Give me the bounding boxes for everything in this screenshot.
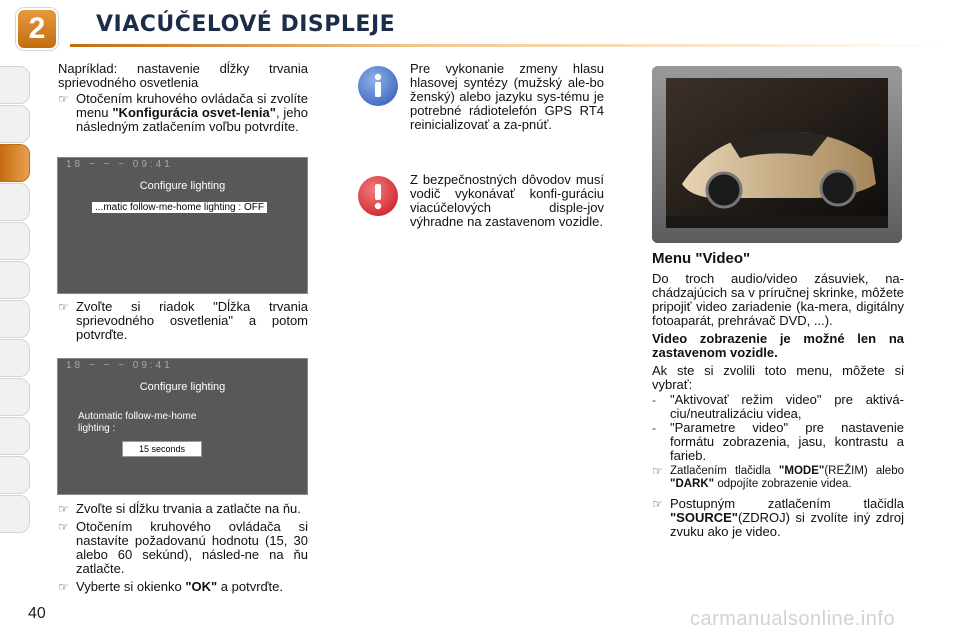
video-menu-text — [652, 272, 904, 539]
dash-marker: - — [652, 393, 656, 407]
screen-menu-title: Configure lighting — [139, 381, 226, 393]
dash-marker: - — [652, 421, 656, 435]
info-note: Pre vykonanie zmeny hlasu hlasovej syntézy (mužský ale-bo ženský) alebo jazyku sys-tému je potrebné rádiotelefón GPS RT4 reinicializovať a za-pnúť. — [410, 61, 604, 132]
pointing-hand-icon: ☞ — [58, 502, 69, 516]
pointing-hand-icon: ☞ — [58, 580, 69, 594]
pointing-hand-icon: ☞ — [652, 464, 663, 478]
info-icon — [358, 66, 398, 106]
watermark: carmanualsonline.info — [690, 608, 896, 630]
step-4: ☞ Otočením kruhového ovládača si nastavíte požadovanú hodnotu (15, 30 alebo 60 sekúnd), násled-ne na ňu zatlačte. — [58, 519, 308, 576]
pointing-hand-icon: ☞ — [652, 497, 663, 511]
source-bullet: ☞ Postupným zatlačením tlačidla "SOURCE"(ZDROJ) si zvolíte iný zdroj zvuku ako je video. — [652, 496, 904, 539]
video-menu-heading: Menu "Video" — [652, 250, 751, 267]
side-tab — [0, 417, 30, 455]
dash-item-video-parameters: - "Parametre video" pre nastavenie formátu zobrazenia, jasu, kontrastu a farieb. — [652, 420, 904, 463]
header-divider — [70, 44, 950, 47]
steps-3-5-text — [58, 502, 308, 594]
mode-dark-bullet: ☞ Zatlačením tlačidla "MODE"(REŽIM) alebo "DARK" odpojíte zobrazenie videa. — [652, 464, 904, 490]
side-tab — [0, 183, 30, 221]
warning-note: Z bezpečnostných dôvodov musí vodič vykonávať konfi-guráciu viacúčelových disple-jov výhradne na zastavenom vozidle. — [410, 172, 604, 229]
intro-paragraph: Napríklad: nastavenie dĺžky trvania sprievodného osvetlenia — [58, 61, 308, 90]
lighting-screen-2: 18 ~ ~ ~ 09:41 Configure lighting Automatic follow-me-home lighting : 15 seconds — [57, 358, 308, 495]
step-1: ☞ Otočením kruhového ovládača si zvolíte menu "Konfigurácia osvet-lenia", jeho následným zatlačením voľbu potvrdíte. — [58, 91, 308, 134]
side-tab — [0, 495, 30, 533]
page-number: 40 — [28, 605, 46, 622]
video-intro-paragraph: Do troch audio/video zásuviek, na-chádzajúcich sa v príručnej skrinke, môžete pripojiť video zariadenie (ka-mera, digitálny fotoaparát, prehrávač DVD, ...). — [652, 271, 904, 328]
side-tab — [0, 378, 30, 416]
video-stopped-note: Video zobrazenie je možné len na zastavenom vozidle. — [652, 331, 904, 360]
step-2-text — [58, 300, 308, 342]
duration-value-box: 15 seconds — [122, 441, 202, 457]
dash-item-activate-video: - "Aktivovať režim video" pre aktivá-ciu/neutralizáciu videa, — [652, 392, 904, 421]
side-tab — [0, 261, 30, 299]
side-tab — [0, 300, 30, 338]
side-tab — [0, 222, 30, 260]
screen-menu-row: Automatic follow-me-home — [78, 411, 197, 422]
chapter-side-tabs — [0, 66, 32, 534]
side-tab-active — [0, 144, 30, 182]
screen-menu-row: ...matic follow-me-home lighting : OFF — [92, 202, 267, 213]
step-5: ☞ Vyberte si okienko "OK" a potvrďte. — [58, 579, 283, 594]
page-header — [0, 0, 960, 50]
step-2: ☞ Zvoľte si riadok "Dĺžka trvania sprievodného osvetlenia" a potom potvrďte. — [58, 299, 308, 342]
pointing-hand-icon: ☞ — [58, 520, 69, 534]
intro-text — [58, 62, 308, 134]
side-tab — [0, 339, 30, 377]
side-tab — [0, 105, 30, 143]
warning-icon — [358, 176, 398, 216]
video-choice-paragraph: Ak ste si zvolili toto menu, môžete si vybrať: — [652, 363, 904, 392]
screen-menu-row: lighting : — [78, 423, 116, 434]
page-title: VIACÚČELOVÉ DISPLEJE — [96, 12, 396, 37]
screen-menu-title: Configure lighting — [139, 180, 226, 192]
step-3: ☞ Zvoľte si dĺžku trvania a zatlačte na ňu. — [58, 501, 301, 516]
side-tab — [0, 456, 30, 494]
pointing-hand-icon: ☞ — [58, 300, 69, 314]
pointing-hand-icon: ☞ — [58, 92, 69, 106]
side-tab — [0, 66, 30, 104]
video-display-photo — [652, 66, 902, 243]
chapter-badge: 2 — [18, 10, 56, 48]
lighting-screen-1: 18 ~ ~ ~ 09:41 Configure lighting ...matic follow-me-home lighting : OFF — [57, 157, 308, 294]
